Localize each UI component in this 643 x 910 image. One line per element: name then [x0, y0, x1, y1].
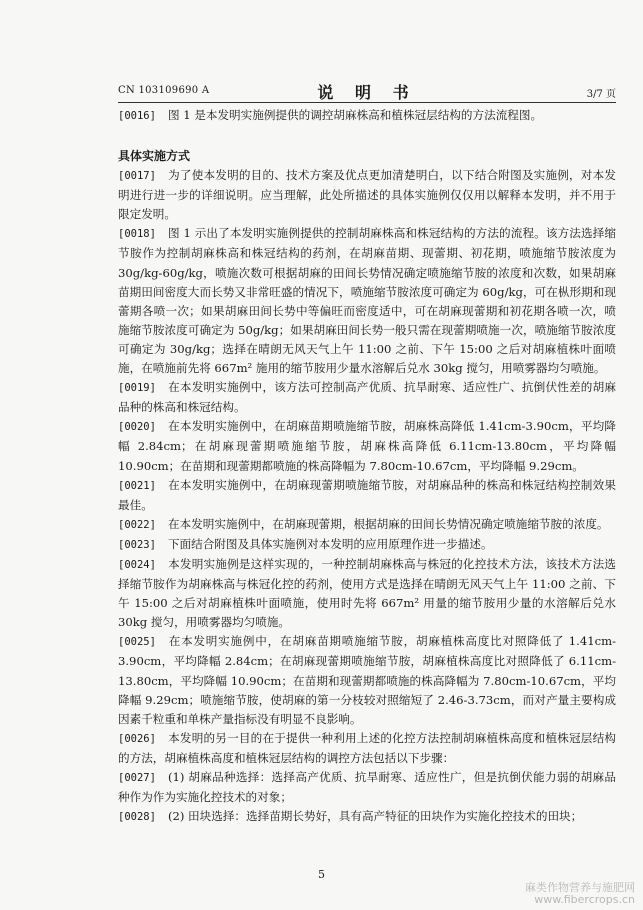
page-of-indicator: 3/7 页: [586, 89, 616, 100]
paragraph: [118, 106, 616, 126]
paragraph-number: [0028]: [118, 811, 156, 824]
watermark-line: www.fibercrops.cn: [534, 893, 635, 906]
page-number: 5: [318, 868, 325, 881]
watermark-line: 麻类作物营养与施肥网: [525, 881, 635, 894]
paragraph-number: [0025]: [118, 636, 156, 649]
paragraph-text: 下面结合附图及具体实施例对本发明的应用原理作进一步描述。: [167, 536, 493, 551]
paragraph-text: 在本发明实施例中，在胡麻现蕾期喷施缩节胺，对胡麻品种的株高和株冠结构控制效果最佳。: [118, 477, 616, 512]
paragraph-text: 本发明实施例是这样实现的，一种控制胡麻株高与株冠的化控技术方法，该技术方法选择缩节胺作为胡麻株高与株冠化控的药剂，使用方式是选择在晴朗无风天气上午 11:00 之前、下午 15:00 之后对胡麻植株叶面喷施，使用时先将 667m² 用量的缩节胺用少量的水溶解后兑水 30kg 搅匀，用喷雾器均匀喷施。: [118, 556, 616, 630]
paragraph-number: [0022]: [118, 518, 156, 531]
paragraph-number: [0018]: [118, 228, 156, 241]
paragraph: [118, 378, 616, 417]
watermark: [525, 882, 635, 906]
paragraph: [118, 515, 616, 535]
paragraph-text: 在本发明实施例中，该方法可控制高产优质、抗旱耐寒、适应性广、抗倒伏性差的胡麻品种的株高和株冠结构。: [118, 380, 616, 415]
document-body: [118, 106, 616, 827]
paragraph-number: [0021]: [118, 479, 156, 492]
paragraph: [118, 224, 616, 378]
page-header: [118, 80, 616, 102]
paragraph-text: 在本发明实施例中，在胡麻苗期喷施缩节胺，胡麻株高降低 1.41cm-3.90cm，平均降幅 2.84cm；在胡麻现蕾期喷施缩节胺，胡麻株高降低 6.11cm-13.80cm，平均降幅 10.90cm；在苗期和现蕾期都喷施的株高降幅为 7.80cm-10.67cm，平均降幅 9.29cm。: [118, 419, 616, 473]
paragraph-text: 本发明的另一目的在于提供一种利用上述的化控方法控制胡麻植株高度和植株冠层结构的方法，胡麻植株高度和植株冠层结构的调控方法包括以下步骤：: [118, 730, 616, 765]
header-rule: [118, 102, 616, 103]
section-title: 具体实施方式: [118, 149, 191, 164]
paragraph: [118, 807, 616, 827]
patent-number: CN 103109690 A: [118, 85, 210, 96]
paragraph: [118, 555, 616, 632]
paragraph-number: [0027]: [118, 772, 156, 784]
paragraph-number: [0019]: [118, 382, 156, 395]
paragraph: [118, 729, 616, 768]
paragraph-text: 图 1 示出了本发明实施例提供的控制胡麻株高和株冠结构的方法的流程。该方法选择缩节胺作为控制胡麻株高和株冠结构的药剂，在胡麻苗期、现蕾期、初花期，喷施缩节胺浓度为 30g/kg-60g/kg，喷施次数可根据胡麻的田间长势情况确定喷施缩节胺的浓度和次数，如果胡麻苗期田间密度大而长势又非常旺盛的情况下，喷施缩节胺浓度可确定为 60g/kg，可在枞形期和现蕾期各喷一次；如果胡麻田间长势中等偏旺而密度适中，可在胡麻现蕾期和初花期各喷一次，喷施缩节胺浓度可确定为 50g/kg；如果胡麻田间长势一般只需在现蕾期喷施一次，喷施缩节胺浓度可确定为 30g/kg；选择在晴朗无风天气上午 11:00 之前、下午 15:00 之后对胡麻植株叶面喷施，在喷施前先将 667m² 施用的缩节胺用少量水溶解后兑水 30kg 搅匀，用喷雾器均匀喷施。: [118, 226, 616, 376]
document-title: 说 明 书: [317, 83, 417, 102]
paragraph-number: [0023]: [118, 538, 156, 551]
paragraph-text: 图 1 是本发明实施例提供的调控胡麻株高和植株冠层结构的方法流程图。: [167, 108, 543, 122]
paragraph-number: [0017]: [118, 170, 156, 183]
paragraph-number: [0024]: [118, 558, 156, 571]
paragraph: [118, 768, 616, 807]
paragraph-number: [0016]: [118, 110, 156, 122]
paragraph-number: [0026]: [118, 732, 156, 745]
paragraph-number: [0020]: [118, 421, 156, 434]
paragraph-text: 为了使本发明的目的、技术方案及优点更加清楚明白，以下结合附图及实施例，对本发明进行进一步的详细说明。应当理解，此处所描述的具体实施例仅仅用以解释本发明，并不用于限定发明。: [118, 168, 616, 222]
paragraph-text: 在本发明实施例中，在胡麻现蕾期，根据胡麻的田间长势情况确定喷施缩节胺的浓度。: [167, 516, 609, 531]
paragraph: [118, 166, 616, 224]
paragraph: [118, 476, 616, 515]
paragraph-text: 在本发明实施例中，在胡麻苗期喷施缩节胺，胡麻植株高度比对照降低了 1.41cm-3.90cm，平均降幅 2.84cm；在胡麻现蕾期喷施缩节胺，胡麻植株高度比对照降低了 6.11cm-13.80cm，平均降幅 10.90cm；在苗期和现蕾期都喷施的株高降幅为 7.80cm-10.67cm，平均降幅 9.29cm；喷施缩节胺，使胡麻的第一分枝较对照缩短了 2.46-3.73cm，而对产量主要构成因素千粒重和单株产量指标没有明显不良影响。: [118, 634, 616, 726]
paragraph: [118, 632, 616, 728]
paragraph: [118, 417, 616, 475]
paragraph-text: (1) 胡麻品种选择：选择高产优质、抗旱耐寒、适应性广，但是抗倒伏能力弱的胡麻品种作为作为实施化控技术的对象；: [118, 770, 616, 805]
paragraph-text: (2) 田块选择：选择苗期长势好，具有高产特征的田块作为实施化控技术的田块；: [167, 809, 583, 824]
paragraph: [118, 535, 616, 555]
